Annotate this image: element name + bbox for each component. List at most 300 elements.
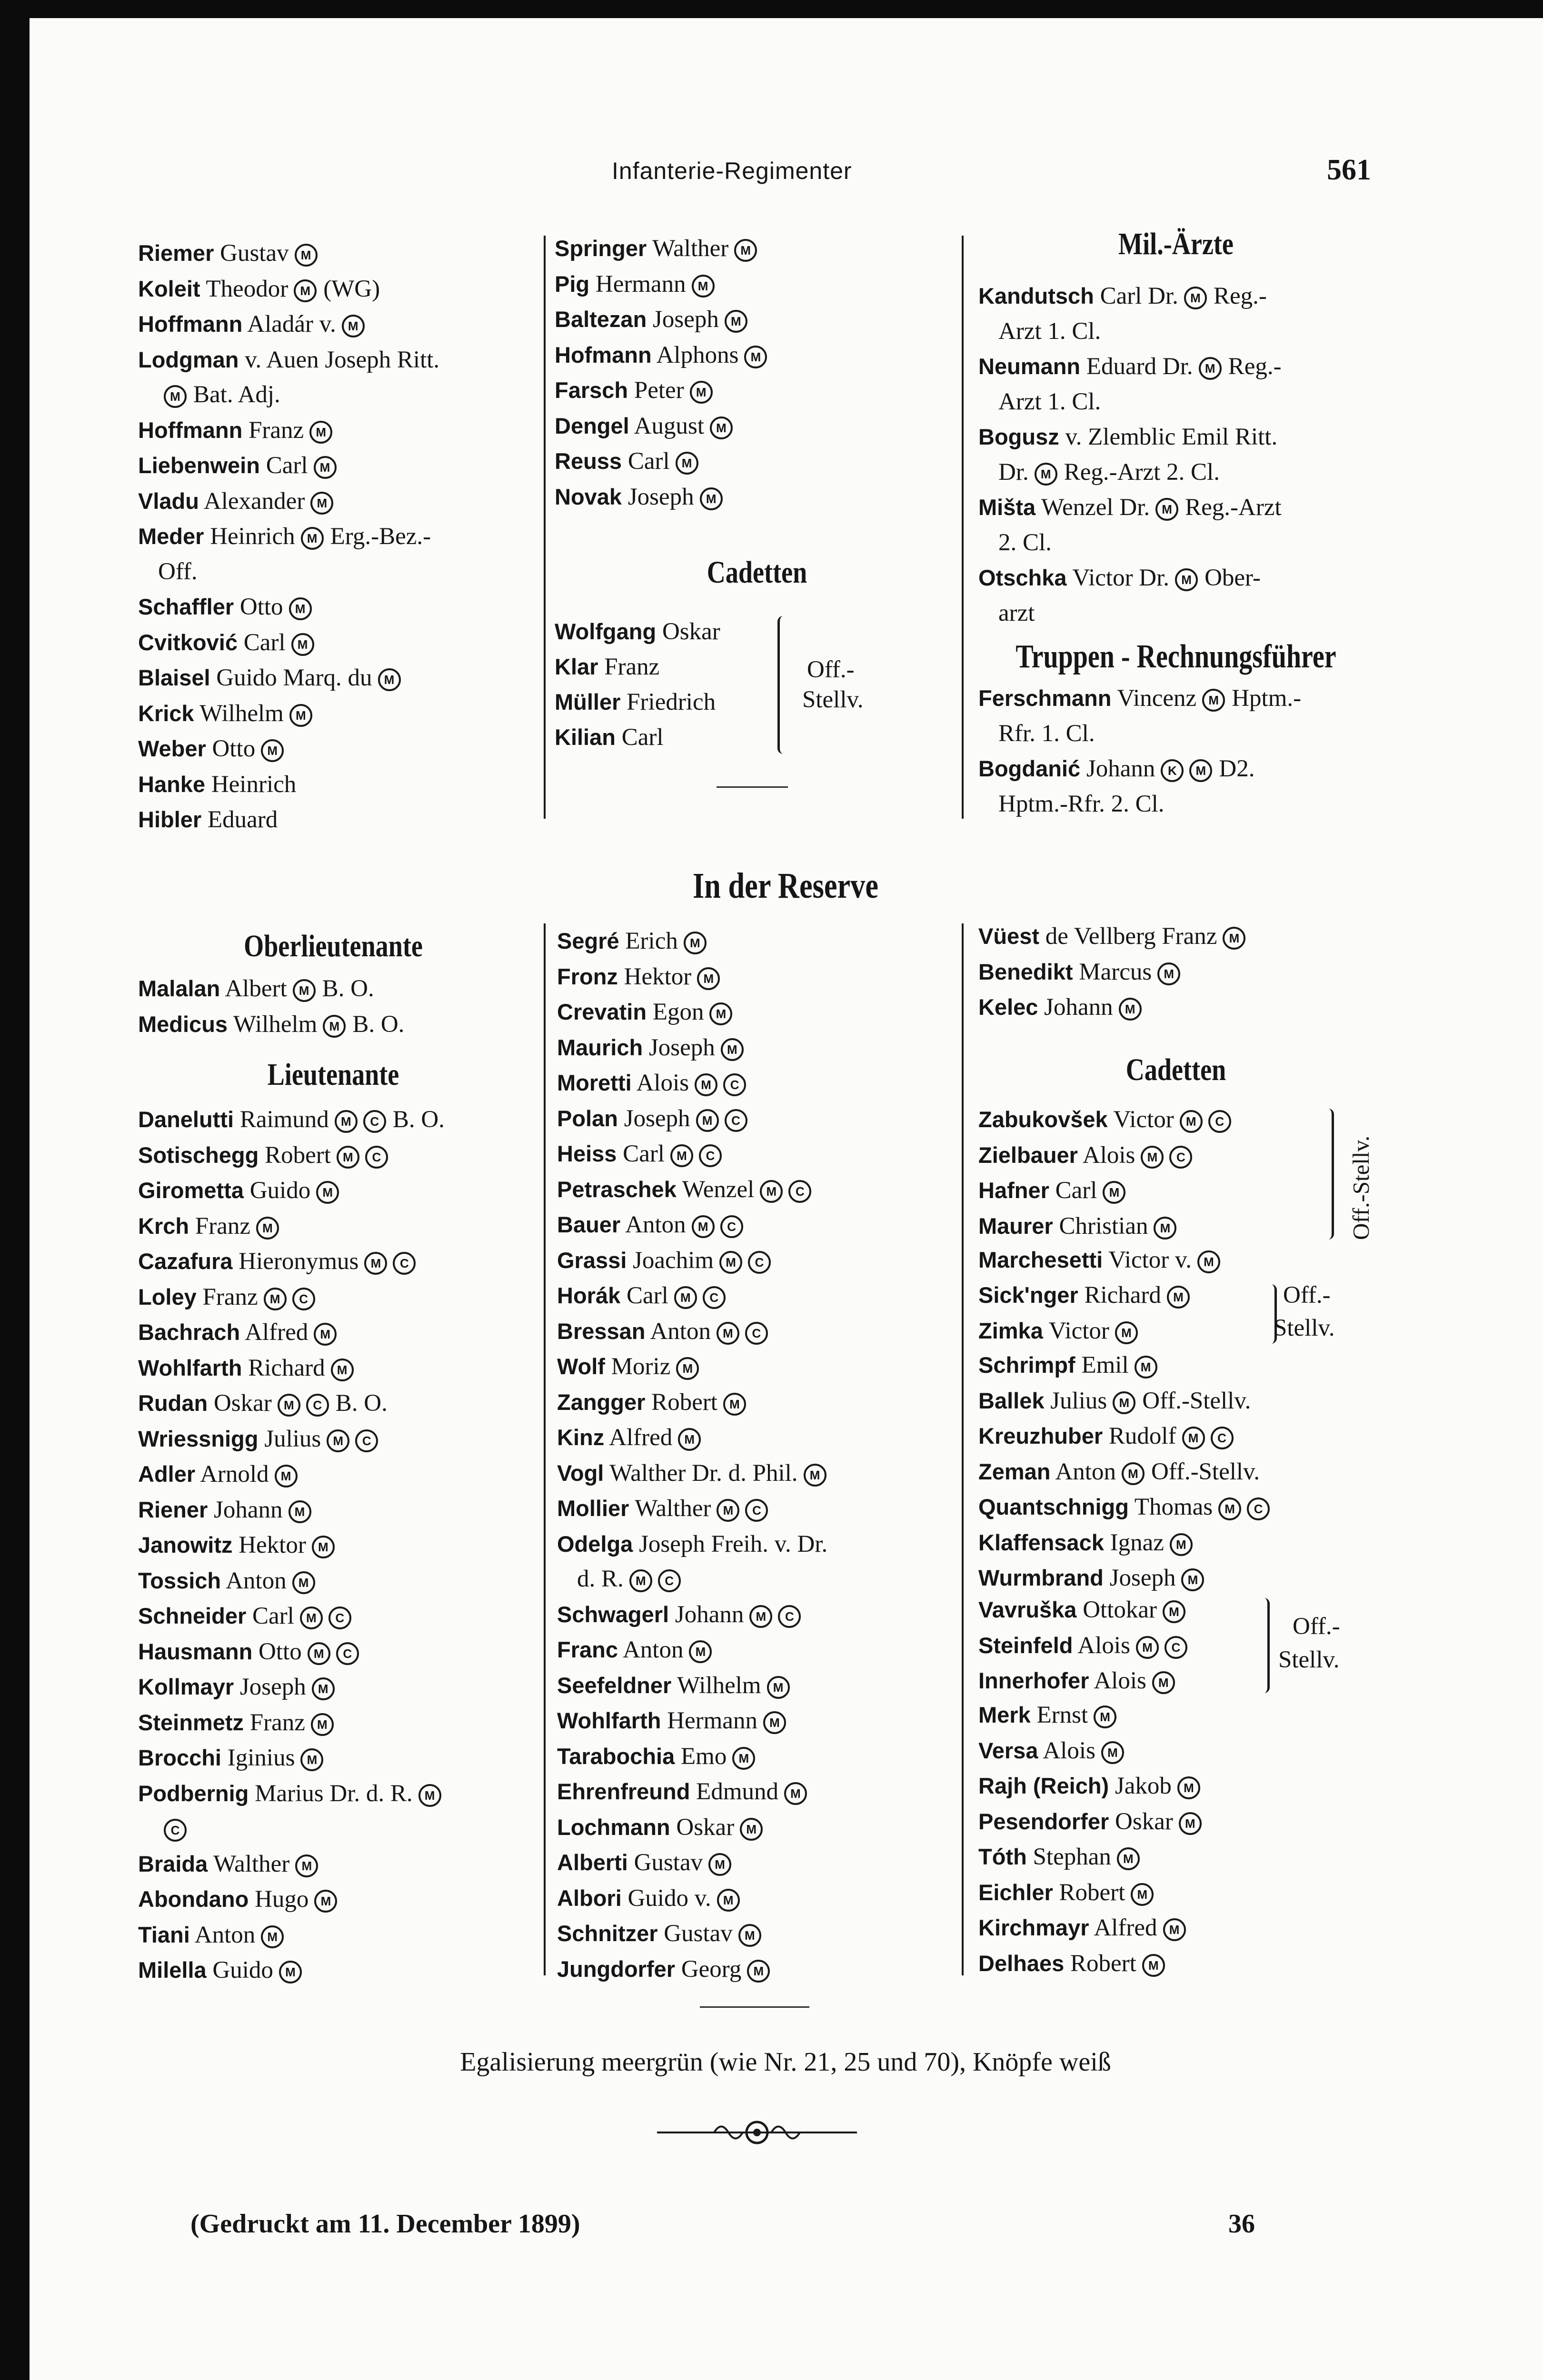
given-name: Guido — [212, 1957, 273, 1983]
surname: Eichler — [978, 1879, 1053, 1905]
roster-entry — [138, 448, 538, 484]
surname: Schnitzer — [557, 1921, 658, 1946]
surname: Horák — [557, 1283, 621, 1308]
roster-entry — [138, 236, 538, 271]
decoration-m-icon: M — [804, 1464, 826, 1487]
given-name: Joseph — [624, 1105, 690, 1132]
roster-entry — [138, 1705, 548, 1741]
surname: Vüest — [978, 923, 1039, 949]
decoration-m-icon: M — [327, 1429, 349, 1452]
lieutenante-list — [138, 1102, 548, 1988]
given-name: Joseph Freih. v. Dr. — [639, 1530, 828, 1557]
roster-entry — [138, 1598, 548, 1634]
surname: Jungdorfer — [557, 1956, 676, 1982]
surname: Heiss — [557, 1141, 617, 1166]
brace-3-label-stellv: Stellv. — [1278, 1646, 1340, 1673]
surname: Schrimpf — [978, 1352, 1075, 1378]
decoration-m-icon: M — [1117, 1847, 1140, 1870]
roster-entry — [138, 1669, 548, 1705]
roster-entry — [557, 1952, 957, 1987]
decoration-m-icon: M — [749, 1605, 772, 1628]
rank-note: B. O. — [322, 975, 374, 1002]
roster-entry — [555, 302, 945, 337]
given-name: Gustav — [664, 1920, 733, 1947]
decoration-m-icon: M — [719, 1251, 742, 1274]
roster-entry — [557, 1065, 957, 1101]
roster-entry — [978, 385, 1378, 420]
decoration-m-icon: M — [264, 1288, 287, 1310]
decoration-m-icon: M — [256, 1217, 279, 1240]
rank-note: Reg.- — [1213, 283, 1267, 309]
given-name: Jakob — [1115, 1773, 1172, 1799]
decoration-m-icon: M — [1142, 1954, 1165, 1977]
given-name: Egon — [652, 999, 704, 1025]
roster-entry — [978, 681, 1378, 716]
ornament-divider-icon — [657, 2113, 857, 2152]
surname: Loley — [138, 1284, 197, 1309]
roster-entry — [557, 1845, 957, 1881]
roster-entry — [138, 519, 538, 555]
decoration-m-icon: M — [1197, 1250, 1220, 1273]
roster-entry — [978, 1875, 1388, 1911]
given-name: Johann — [1086, 755, 1155, 782]
roster-entry — [557, 959, 957, 995]
surname: Adler — [138, 1461, 196, 1487]
surname: Riener — [138, 1497, 208, 1522]
roster-entry — [557, 1491, 957, 1527]
surname: Baltezan — [555, 307, 647, 332]
given-name: Alois — [1094, 1667, 1146, 1694]
surname: Sick'nger — [978, 1282, 1078, 1308]
given-name: Eduard Dr. — [1086, 353, 1193, 380]
given-name: Iginius — [227, 1745, 295, 1771]
given-name: Marcus — [1079, 958, 1152, 985]
roster-entry — [138, 271, 538, 307]
footer-rule — [700, 2006, 809, 2008]
short-rule-cadetten — [717, 786, 788, 788]
surname: Franc — [557, 1637, 618, 1662]
decoration-m-icon: M — [275, 1465, 298, 1488]
surname: Cazafura — [138, 1249, 233, 1274]
given-name: Carl — [626, 1282, 668, 1309]
given-name: arzt — [998, 599, 1035, 626]
roster-entry — [138, 1138, 548, 1173]
roster-entry — [978, 1946, 1388, 1982]
surname: Kelec — [978, 994, 1038, 1020]
decoration-m-icon: M — [300, 1748, 323, 1771]
decoration-m-icon: M — [1135, 1356, 1157, 1378]
column-3-middle — [978, 1348, 1388, 1596]
roster-entry — [978, 278, 1378, 314]
roster-entry — [138, 1386, 548, 1421]
given-name: Raimund — [239, 1106, 329, 1133]
given-name: Walther Dr. d. Phil. — [609, 1459, 798, 1487]
surname: Koleit — [138, 276, 200, 301]
surname: Wohlfarth — [557, 1708, 661, 1733]
given-name: Carl — [252, 1603, 294, 1629]
given-name: Robert — [651, 1388, 717, 1416]
brace-label-off: Off.- — [807, 656, 855, 683]
decoration-m-icon: M — [378, 668, 401, 691]
roster-entry — [138, 1350, 548, 1386]
given-name: Wenzel — [682, 1176, 755, 1203]
decoration-m-icon: M — [744, 346, 767, 368]
roster-entry — [138, 1953, 548, 1988]
roster-entry — [978, 787, 1378, 822]
decoration-m-icon: M — [316, 1181, 339, 1204]
surname: Janowitz — [138, 1532, 233, 1557]
given-name: Otto — [259, 1638, 302, 1665]
roster-entry — [978, 560, 1378, 596]
given-name: Johann — [1044, 994, 1113, 1021]
surname: Weber — [138, 736, 206, 761]
decoration-m-icon: M — [312, 1677, 335, 1700]
given-name: Alexander — [203, 487, 305, 515]
decoration-m-icon: M — [709, 1002, 732, 1025]
given-name: Johann — [214, 1496, 283, 1523]
roster-entry — [557, 1668, 957, 1704]
decoration-m-icon: M — [301, 527, 324, 550]
surname: Reuss — [555, 448, 622, 474]
roster-entry — [557, 1703, 957, 1739]
roster-entry — [978, 1383, 1388, 1419]
given-name: Hptm.-Rfr. 2. Cl. — [998, 790, 1165, 817]
roster-entry — [138, 1846, 548, 1882]
decoration-m-icon: M — [732, 1747, 755, 1770]
brace-3-label-off: Off.- — [1293, 1613, 1340, 1640]
decoration-m-icon: M — [1101, 1741, 1124, 1764]
decoration-m-icon: M — [690, 381, 713, 404]
rank-note: B. O. — [335, 1390, 388, 1417]
roster-entry — [555, 720, 945, 755]
decoration-m-icon: M — [1167, 1286, 1190, 1309]
roster-entry — [557, 1916, 957, 1952]
surname: Moretti — [557, 1070, 632, 1095]
rank-note: D2. — [1219, 755, 1255, 782]
decoration-m-icon: M — [314, 456, 337, 479]
roster-entry — [138, 1634, 548, 1670]
decoration-m-icon: M — [767, 1676, 790, 1699]
given-name: Arnold — [200, 1461, 269, 1488]
surname: Meder — [138, 524, 204, 549]
roster-entry — [138, 1917, 548, 1953]
decoration-m-icon: M — [342, 315, 365, 337]
roster-entry — [138, 971, 538, 1007]
given-name: Franz — [202, 1283, 258, 1310]
surname: Crevatin — [557, 999, 647, 1024]
printed-date: (Gedruckt am 11. December 1899) — [190, 2209, 580, 2239]
surname: Schaffler — [138, 594, 234, 619]
decoration-m-icon: M — [1181, 1568, 1204, 1591]
decoration-m-icon: M — [1035, 463, 1057, 486]
surname: Marchesetti — [978, 1247, 1103, 1272]
roster-entry — [978, 526, 1378, 561]
roster-entry — [557, 1527, 957, 1562]
decoration-m-icon: M — [300, 1606, 323, 1629]
roster-entry — [138, 413, 538, 448]
roster-entry — [557, 1739, 957, 1775]
given-name: Carl — [1055, 1177, 1097, 1204]
roster-entry — [138, 377, 538, 413]
roster-entry — [978, 1313, 1274, 1349]
decoration-m-icon: M — [700, 487, 723, 510]
decoration-m-icon: M — [293, 979, 316, 1002]
given-name: de Vellberg Franz — [1045, 923, 1217, 950]
decoration-m-icon: M — [1163, 1918, 1186, 1941]
roster-entry — [978, 1628, 1264, 1664]
decoration-m-icon: M — [294, 279, 317, 302]
given-name: Wilhelm — [199, 700, 284, 727]
given-name: Alois — [1082, 1141, 1135, 1169]
given-name: v. Auen Joseph Ritt. — [245, 346, 440, 373]
egalisierung-note: Egalisierung meergrün (wie Nr. 21, 25 und 70), Knöpfe weiß — [460, 2047, 1111, 2077]
roster-entry — [138, 1527, 548, 1563]
roster-entry — [138, 660, 538, 696]
decoration-m-icon: M — [1122, 1462, 1145, 1485]
decoration-m-icon: M — [1094, 1706, 1116, 1728]
decoration-c-icon: C — [393, 1252, 416, 1275]
column-3-bottom — [978, 1697, 1388, 1981]
given-name: Arzt 1. Cl. — [998, 317, 1101, 345]
roster-entry — [557, 1456, 957, 1491]
decoration-c-icon: C — [336, 1642, 359, 1665]
roster-entry — [978, 1804, 1388, 1840]
roster-entry — [557, 994, 957, 1030]
decoration-c-icon: C — [1211, 1427, 1234, 1449]
decoration-c-icon: C — [164, 1819, 187, 1842]
decoration-c-icon: C — [1208, 1110, 1231, 1133]
decoration-m-icon: M — [696, 1109, 719, 1132]
decoration-m-icon: M — [1115, 1321, 1138, 1344]
given-name: Rfr. 1. Cl. — [998, 720, 1095, 747]
surname: Merk — [978, 1702, 1031, 1727]
decoration-m-icon: M — [784, 1782, 807, 1805]
roster-entry — [138, 1457, 548, 1492]
surname: Schneider — [138, 1603, 247, 1628]
decoration-m-icon: M — [1163, 1600, 1185, 1623]
given-name: Franz — [249, 1709, 305, 1736]
given-name: Rudolf — [1108, 1423, 1176, 1449]
surname: Abondano — [138, 1886, 249, 1912]
cadetten-brace-3-group — [978, 1592, 1388, 1699]
given-name: Anton — [194, 1921, 256, 1948]
decoration-c-icon: C — [723, 1073, 746, 1096]
given-name: Heinrich — [211, 771, 297, 798]
decoration-m-icon: M — [308, 1642, 330, 1665]
decoration-m-icon: M — [1170, 1533, 1193, 1556]
decoration-m-icon: M — [689, 1640, 712, 1663]
surname: Wolfgang — [555, 619, 657, 644]
lieutenante-heading: Lieutenante — [267, 1057, 399, 1092]
decoration-m-icon: M — [740, 1818, 763, 1841]
given-name: Hieronymus — [239, 1248, 359, 1275]
decoration-m-icon: M — [721, 1038, 744, 1061]
roster-entry — [138, 696, 538, 732]
given-name: Oskar — [213, 1390, 272, 1417]
given-name: Guido Marq. du — [216, 664, 372, 691]
surname: Segré — [557, 928, 619, 953]
roster-entry — [978, 314, 1378, 349]
cadetten-brace-2-group — [978, 1278, 1388, 1349]
given-name: Franz — [195, 1212, 250, 1240]
roster-entry — [138, 1776, 548, 1812]
surname: Wolf — [557, 1354, 605, 1379]
roster-entry — [557, 1314, 957, 1349]
roster-entry — [978, 1102, 1312, 1138]
roster-entry — [557, 1101, 957, 1137]
decoration-m-icon: M — [723, 1393, 746, 1416]
column-2-bottom — [557, 923, 957, 1987]
column-divider-right-top — [962, 236, 964, 819]
decoration-m-icon: M — [279, 1961, 302, 1983]
decoration-c-icon: C — [703, 1286, 726, 1309]
given-name: Robert — [1059, 1879, 1125, 1906]
given-name: Alois — [636, 1070, 689, 1096]
decoration-m-icon: M — [1152, 1671, 1175, 1694]
decoration-m-icon: M — [692, 275, 715, 298]
decoration-m-icon: M — [278, 1394, 300, 1417]
given-name: Hugo — [255, 1886, 309, 1913]
given-name: Alfred — [245, 1319, 309, 1346]
decoration-m-icon: M — [1202, 689, 1225, 712]
decoration-m-icon: M — [1189, 759, 1212, 782]
sheet-signature: 36 — [1228, 2209, 1255, 2239]
surname: Polan — [557, 1105, 618, 1131]
brace-label-stellv: Stellv. — [802, 686, 864, 713]
decoration-m-icon: M — [763, 1711, 786, 1734]
surname: Brocchi — [138, 1745, 221, 1770]
column-3-bottom-top — [978, 919, 1378, 1025]
roster-entry — [555, 408, 945, 444]
surname: Bauer — [557, 1212, 621, 1237]
decoration-m-icon: M — [1177, 1776, 1200, 1799]
surname: Danelutti — [138, 1107, 234, 1132]
roster-entry — [557, 1243, 957, 1279]
given-name: Ignaz — [1110, 1529, 1164, 1556]
rank-note: (WG) — [323, 275, 380, 302]
given-name: Ottokar — [1083, 1597, 1157, 1623]
decoration-m-icon: M — [717, 1499, 739, 1522]
given-name: Carl — [621, 724, 664, 751]
decoration-c-icon: C — [1165, 1636, 1187, 1659]
surname: Krick — [138, 700, 194, 726]
given-name: Wenzel Dr. — [1041, 494, 1150, 521]
roster-entry — [557, 1385, 957, 1420]
decoration-m-icon: M — [335, 1110, 358, 1133]
roster-entry — [978, 1418, 1388, 1454]
decoration-m-icon: M — [678, 1428, 701, 1451]
decoration-m-icon: M — [1184, 287, 1207, 309]
roster-entry — [557, 923, 957, 959]
decoration-m-icon: M — [1199, 357, 1222, 380]
decoration-c-icon: C — [658, 1569, 681, 1592]
roster-entry — [978, 1525, 1388, 1561]
decoration-c-icon: C — [745, 1499, 768, 1522]
decoration-m-icon: M — [1179, 1812, 1202, 1835]
decoration-m-icon: M — [747, 1960, 770, 1983]
given-name: Robert — [265, 1141, 331, 1169]
decoration-m-icon: M — [1119, 998, 1142, 1021]
given-name: Walther — [652, 235, 729, 262]
surname: Neumann — [978, 354, 1081, 379]
roster-entry — [978, 1663, 1264, 1699]
decoration-m-icon: M — [717, 1322, 739, 1345]
surname: Tarabochia — [557, 1743, 675, 1769]
surname: Novak — [555, 484, 622, 509]
brace-cadetten-top — [777, 616, 790, 754]
brace-2-label-off: Off.- — [1283, 1282, 1331, 1309]
given-name: August — [634, 412, 704, 439]
rank-note: Reg.-Arzt 2. Cl. — [1064, 458, 1220, 486]
given-name: Ernst — [1036, 1702, 1088, 1728]
given-name: Hermann — [667, 1707, 757, 1734]
roster-entry — [978, 1209, 1312, 1244]
surname: Delhaes — [978, 1950, 1065, 1976]
decoration-m-icon: M — [738, 1924, 761, 1947]
surname: Schwagerl — [557, 1601, 669, 1627]
roster-entry — [138, 1492, 548, 1528]
surname: Odelga — [557, 1531, 633, 1557]
surname: Bressan — [557, 1318, 646, 1344]
roster-entry — [978, 1839, 1388, 1875]
surname: Vogl — [557, 1460, 604, 1486]
roster-entry — [978, 349, 1378, 385]
decoration-m-icon: M — [418, 1784, 441, 1807]
decoration-m-icon: M — [1136, 1636, 1159, 1659]
surname: Versa — [978, 1737, 1038, 1763]
roster-entry — [138, 1209, 548, 1244]
column-divider-left-top — [544, 236, 546, 819]
decoration-m-icon: M — [1131, 1883, 1154, 1906]
surname: Lodgman — [138, 347, 239, 372]
given-name: Alfred — [1094, 1914, 1157, 1941]
column-1-top — [138, 236, 538, 838]
roster-entry — [138, 1563, 548, 1599]
surname: Zimka — [978, 1318, 1043, 1343]
roster-entry — [555, 444, 945, 479]
given-name: Friedrich — [627, 689, 716, 715]
surname: Innerhofer — [978, 1668, 1089, 1693]
roster-entry — [138, 731, 538, 767]
given-name: Walther — [635, 1495, 711, 1522]
surname: Maurich — [557, 1034, 643, 1060]
decoration-k-icon: K — [1161, 759, 1184, 782]
surname: Mišta — [978, 495, 1036, 520]
given-name: Joseph — [1109, 1565, 1176, 1591]
given-name: Carl — [627, 448, 670, 475]
decoration-m-icon: M — [1180, 1110, 1203, 1133]
given-name: Johann — [675, 1601, 744, 1628]
given-name: Theodor — [206, 275, 289, 302]
roster-entry — [978, 1173, 1312, 1209]
rank-note: Off.-Stellv. — [1151, 1458, 1260, 1485]
given-name: Victor — [1048, 1317, 1109, 1344]
surname: Grassi — [557, 1247, 627, 1273]
surname: Malalan — [138, 976, 220, 1001]
surname: Wohlfarth — [138, 1355, 242, 1380]
decoration-m-icon: M — [695, 1073, 717, 1096]
surname: Hibler — [138, 807, 202, 832]
roster-entry — [557, 1810, 957, 1845]
given-name: Anton — [1055, 1458, 1116, 1485]
brace-cadetten-bottom-3 — [1257, 1598, 1270, 1693]
decoration-m-icon: M — [697, 967, 720, 990]
surname: Wurmbrand — [978, 1565, 1104, 1590]
given-name: Carl Dr. — [1100, 283, 1178, 309]
column-3-marchesetti — [978, 1242, 1378, 1278]
surname: Pig — [555, 271, 590, 297]
given-name: Aladár v. — [247, 311, 336, 337]
